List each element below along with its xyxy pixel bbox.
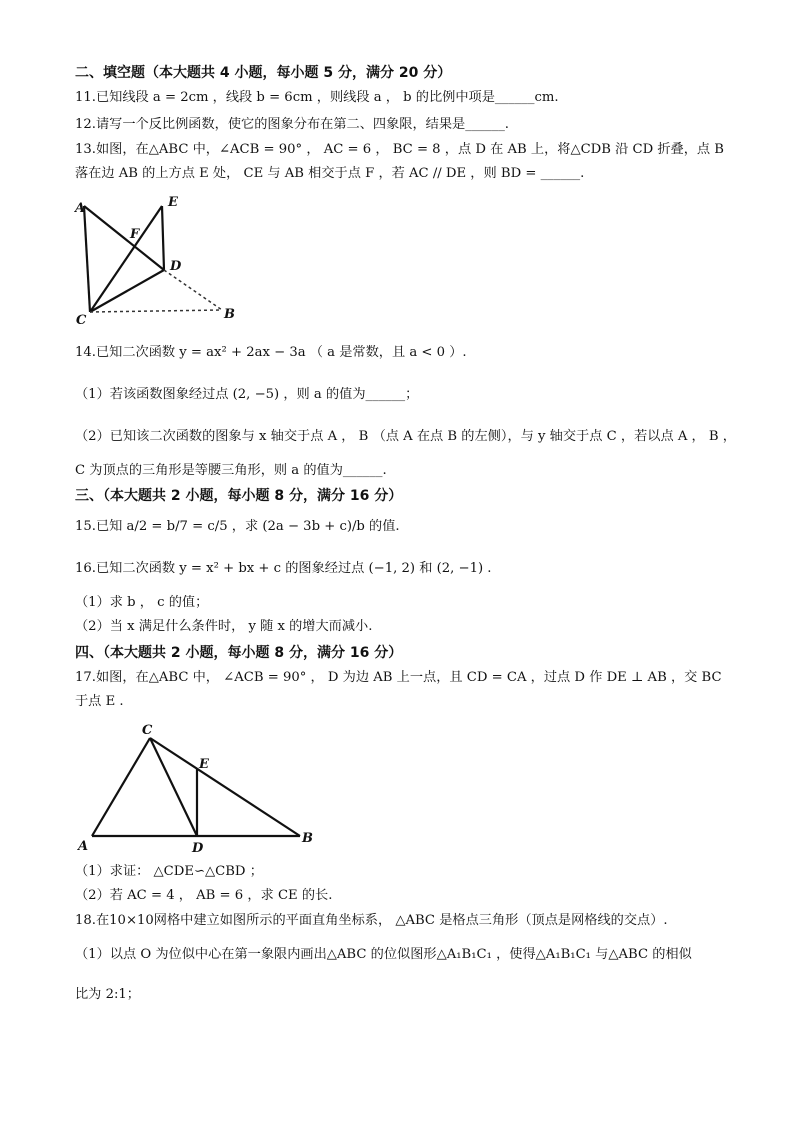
- q13-label-a: A: [75, 201, 86, 216]
- q13-label-e: E: [168, 195, 178, 210]
- question-18-part1-line2: 比为 2:1；: [75, 987, 140, 1002]
- q13-segment-ed: [162, 206, 164, 270]
- q17-label-b: B: [302, 831, 313, 846]
- question-16-part1: （1）求 b ， c 的值；: [75, 595, 209, 610]
- question-13-line1: 13.如图，在△ABC 中，∠ACB = 90° ， AC = 6 ， BC = 8 ，点 D 在 AB 上，将△CDB 沿 CD 折叠，点 B: [75, 142, 725, 157]
- question-17-part1: （1）求证： △CDE∽△CBD ；: [75, 864, 263, 879]
- q13-label-b: B: [224, 307, 235, 322]
- section4-heading: 四、（本大题共 2 小题，每小题 8 分，满分 16 分）: [75, 645, 403, 661]
- question-17-line1: 17.如图，在△ABC 中， ∠ACB = 90° ， D 为边 AB 上一点，且 CD = CA ，过点 D 作 DE ⊥ AB ，交 BC: [75, 670, 722, 685]
- question-16-part2: （2）当 x 满足什么条件时， y 随 x 的增大而减小.: [75, 619, 373, 634]
- question-11: 11.已知线段 a = 2cm ，线段 b = 6cm ，则线段 a ， b 的比例中项是______cm.: [75, 90, 559, 105]
- question-12: 12.请写一个反比例函数，使它的图象分布在第二、四象限，结果是______.: [75, 117, 509, 132]
- question-13-line2: 落在边 AB 的上方点 E 处， CE 与 AB 相交于点 F ，若 AC // DE ，则 BD = ______.: [75, 166, 585, 181]
- q13-side-ac: [84, 206, 90, 312]
- q17-label-d: D: [192, 841, 204, 856]
- q17-figure: [72, 718, 317, 856]
- section2-heading: 二、填空题（本大题共 4 小题，每小题 5 分，满分 20 分）: [75, 65, 452, 81]
- q13-segment-cd: [90, 270, 164, 312]
- q13-label-c: C: [76, 313, 87, 325]
- question-14-part2-line1: （2）已知该二次函数的图象与 x 轴交于点 A ， B （点 A 在点 B 的左侧），与 y 轴交于点 C ，若以点 A ， B ，: [75, 429, 736, 444]
- question-14-part2-line2: C 为顶点的三角形是等腰三角形，则 a 的值为______.: [75, 463, 387, 478]
- section3-heading: 三、（本大题共 2 小题，每小题 8 分，满分 16 分）: [75, 488, 403, 504]
- question-18-part1-line1: （1）以点 O 为位似中心在第一象限内画出△ABC 的位似图形△A₁B₁C₁ ，使得△A₁B₁C₁ 与△ABC 的相似: [75, 947, 692, 962]
- q13-dashed-db: [164, 270, 222, 310]
- q17-label-a: A: [78, 839, 89, 854]
- q13-dashed-cb: [90, 310, 222, 312]
- q17-side-ac: [92, 738, 150, 836]
- q13-figure: [72, 190, 247, 325]
- question-18-intro: 18.在10×10网格中建立如图所示的平面直角坐标系， △ABC 是格点三角形（顶点是网格线的交点）.: [75, 913, 668, 928]
- q13-label-f: F: [130, 227, 140, 242]
- question-15: 15.已知 a/2 = b/7 = c/5 ，求 (2a − 3b + c)/b 的值.: [75, 519, 400, 534]
- question-16-intro: 16.已知二次函数 y = x² + bx + c 的图象经过点 (−1, 2) 和 (2, −1) .: [75, 561, 492, 576]
- question-14-part1: （1）若该函数图象经过点 (2, −5) ，则 a 的值为______；: [75, 387, 419, 402]
- question-14-intro: 14.已知二次函数 y = ax² + 2ax − 3a （ a 是常数，且 a < 0 ）.: [75, 345, 467, 360]
- question-17-part2: （2）若 AC = 4 ， AB = 6 ，求 CE 的长.: [75, 888, 333, 903]
- q17-label-c: C: [142, 723, 153, 738]
- question-17-line2: 于点 E .: [75, 694, 124, 709]
- q13-label-d: D: [170, 259, 182, 274]
- q17-label-e: E: [199, 757, 209, 772]
